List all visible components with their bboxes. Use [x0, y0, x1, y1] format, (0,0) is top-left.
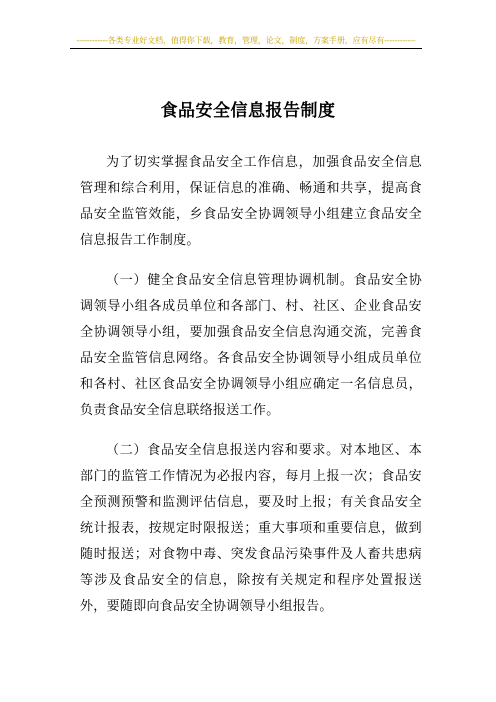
paragraph-intro: 为了切实掌握食品安全工作信息，加强食品安全信息管理和综合利用，保证信息的准确、畅通和共享，提高食品安全监管效能，乡食品安全协调领导小组建立食品安全信息报告工作制度。 [80, 155, 422, 248]
header-banner: ------------各类专业好文档，值得你下载，教育，管理，论文，制度，方案手册，应有尽有------------ [76, 36, 416, 45]
document-body [80, 150, 422, 634]
paragraph-section-2: （二）食品安全信息报送内容和要求。对本地区、本部门的监管工作情况为必报内容，每月上报一次；食品安全预测预警和监测评估信息，要及时上报；有关食品安全统计报表，按规定时限报送；重大事项和重要信息，做到随时报送；对食物中毒、突发食品污染事件及人畜共患病等涉及食品安全的信息，除按有关规定和程序处置报送外，要随即向食品安全协调领导小组报告。 [80, 443, 422, 614]
header-divider [70, 48, 422, 49]
paragraph-section-1: （一）健全食品安全信息管理协调机制。食品安全协调领导小组各成员单位和各部门、村、社区、企业食品安全协调领导小组，要加强食品安全信息沟通交流，完善食品安全监管信息网络。各食品安全协调领导小组成员单位和各村、社区食品安全协调领导小组应确定一名信息员，负责食品安全信息联络报送工作。 [80, 273, 422, 418]
page-title: 食品安全信息报告制度 [160, 101, 336, 121]
